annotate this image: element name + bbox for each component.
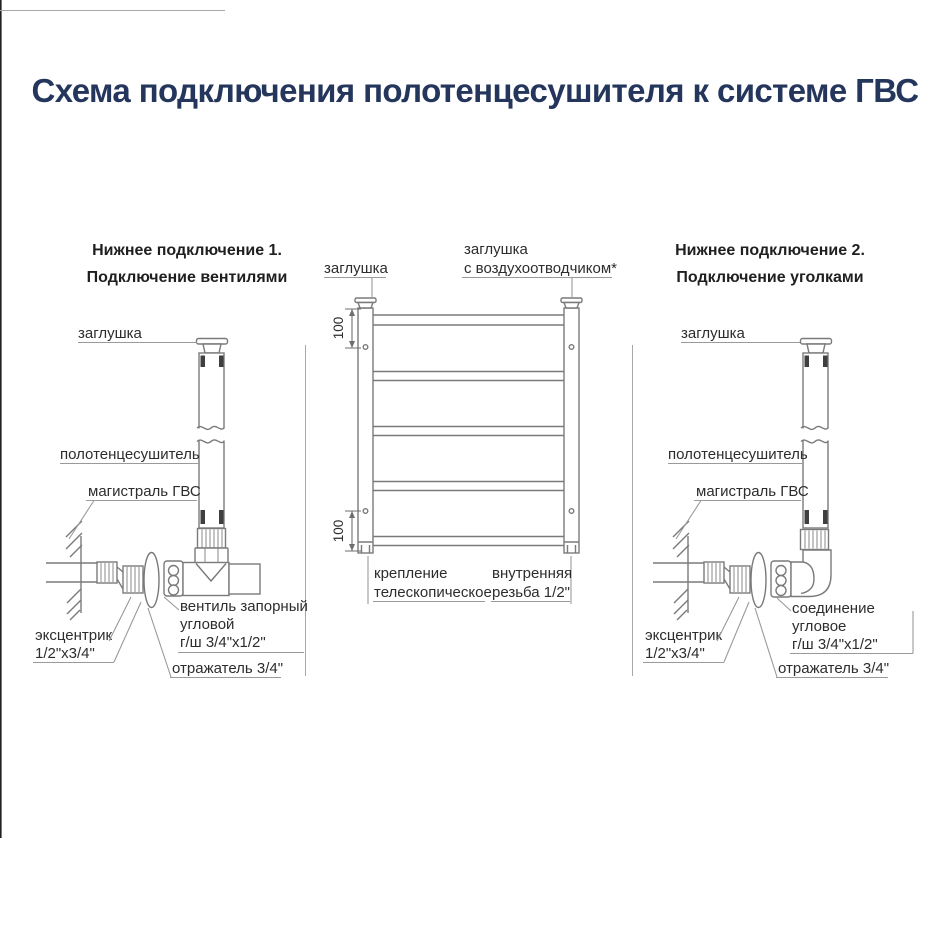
dimension-label-top: 100 [331, 316, 346, 340]
right-plug-callout [681, 325, 800, 343]
right-heading-line1: Нижнее подключение 2. [675, 242, 865, 259]
inner-thread-callout [491, 565, 572, 602]
air-vent-plug-callout [462, 241, 617, 297]
left-valve-label-line1: вентиль запорный [180, 598, 308, 615]
right-plug-label: заглушка [681, 325, 745, 342]
left-valve-label-line3: г/ш 3/4"х1/2" [180, 634, 266, 651]
inner-thread-label-line1: внутренняя [492, 565, 573, 582]
mounting-holes [363, 345, 574, 514]
left-main-line-label: магистраль ГВС [88, 483, 201, 500]
wall-and-supply-pipe [46, 521, 159, 620]
air-vent-plug-label-line2: с воздухоотводчиком* [464, 260, 617, 277]
right-towel-rail-label: полотенцесушитель [668, 446, 808, 463]
right-main-line-label: магистраль ГВС [696, 483, 809, 500]
right-elbow-label-line2: угловое [792, 618, 847, 635]
air-vent-plug-cap-right [561, 298, 582, 308]
right-towel-rail-callout [668, 446, 808, 464]
right-elbow-callout [777, 598, 913, 654]
right-main-line-callout [676, 483, 809, 539]
left-eccentric-label-line1: эксцентрик [35, 627, 113, 644]
left-heading-line1: Нижнее подключение 1. [92, 242, 282, 259]
right-elbow-label-line3: г/ш 3/4"х1/2" [792, 636, 878, 653]
left-plug-callout [78, 325, 197, 343]
rail-tubes [373, 315, 564, 546]
left-towel-rail-label: полотенцесушитель [60, 446, 200, 463]
air-vent-plug-label-line1: заглушка [464, 241, 528, 258]
towel-rail-front-view [324, 241, 617, 604]
left-valve-callout [164, 597, 308, 653]
mount-label-line2: телескопическое [374, 584, 492, 601]
wall-and-supply-pipe [653, 521, 766, 620]
left-eccentric-label-line2: 1/2"х3/4" [35, 645, 95, 662]
dimension-label-bottom: 100 [331, 519, 346, 543]
left-reflector-label: отражатель 3/4" [172, 660, 284, 677]
left-valve-label-line2: угловой [180, 616, 235, 633]
right-diagram-elbow-connection [643, 325, 913, 678]
page-left-edge-line [0, 0, 2, 838]
plug-cap-left [355, 298, 376, 308]
left-diagram-valve-connection [33, 325, 308, 678]
right-eccentric-callout [643, 597, 749, 663]
dimension-100-top [331, 309, 361, 348]
inner-thread-label-line2: резьба 1/2" [492, 584, 570, 601]
center-plug-callout [324, 260, 389, 297]
left-towel-rail-callout [60, 446, 200, 464]
mount-label-line1: крепление [374, 565, 448, 582]
right-eccentric-label-line1: эксцентрик [645, 627, 723, 644]
left-main-line-callout [69, 483, 201, 539]
angle-shutoff-valve [164, 529, 260, 597]
right-elbow-label-line1: соединение [792, 600, 875, 617]
center-plug-label: заглушка [324, 260, 388, 277]
left-heading-line2: Подключение вентилями [86, 269, 288, 286]
left-plug-label: заглушка [78, 325, 142, 342]
right-eccentric-label-line2: 1/2"х3/4" [645, 645, 705, 662]
left-eccentric-callout [33, 597, 141, 663]
page-title: Схема подключения полотенцесушителя к системе ГВС [31, 72, 919, 109]
right-reflector-label: отражатель 3/4" [778, 660, 890, 677]
angle-union-elbow [771, 530, 831, 598]
right-heading-line2: Подключение уголками [676, 269, 864, 286]
dimension-100-bottom [331, 511, 361, 551]
